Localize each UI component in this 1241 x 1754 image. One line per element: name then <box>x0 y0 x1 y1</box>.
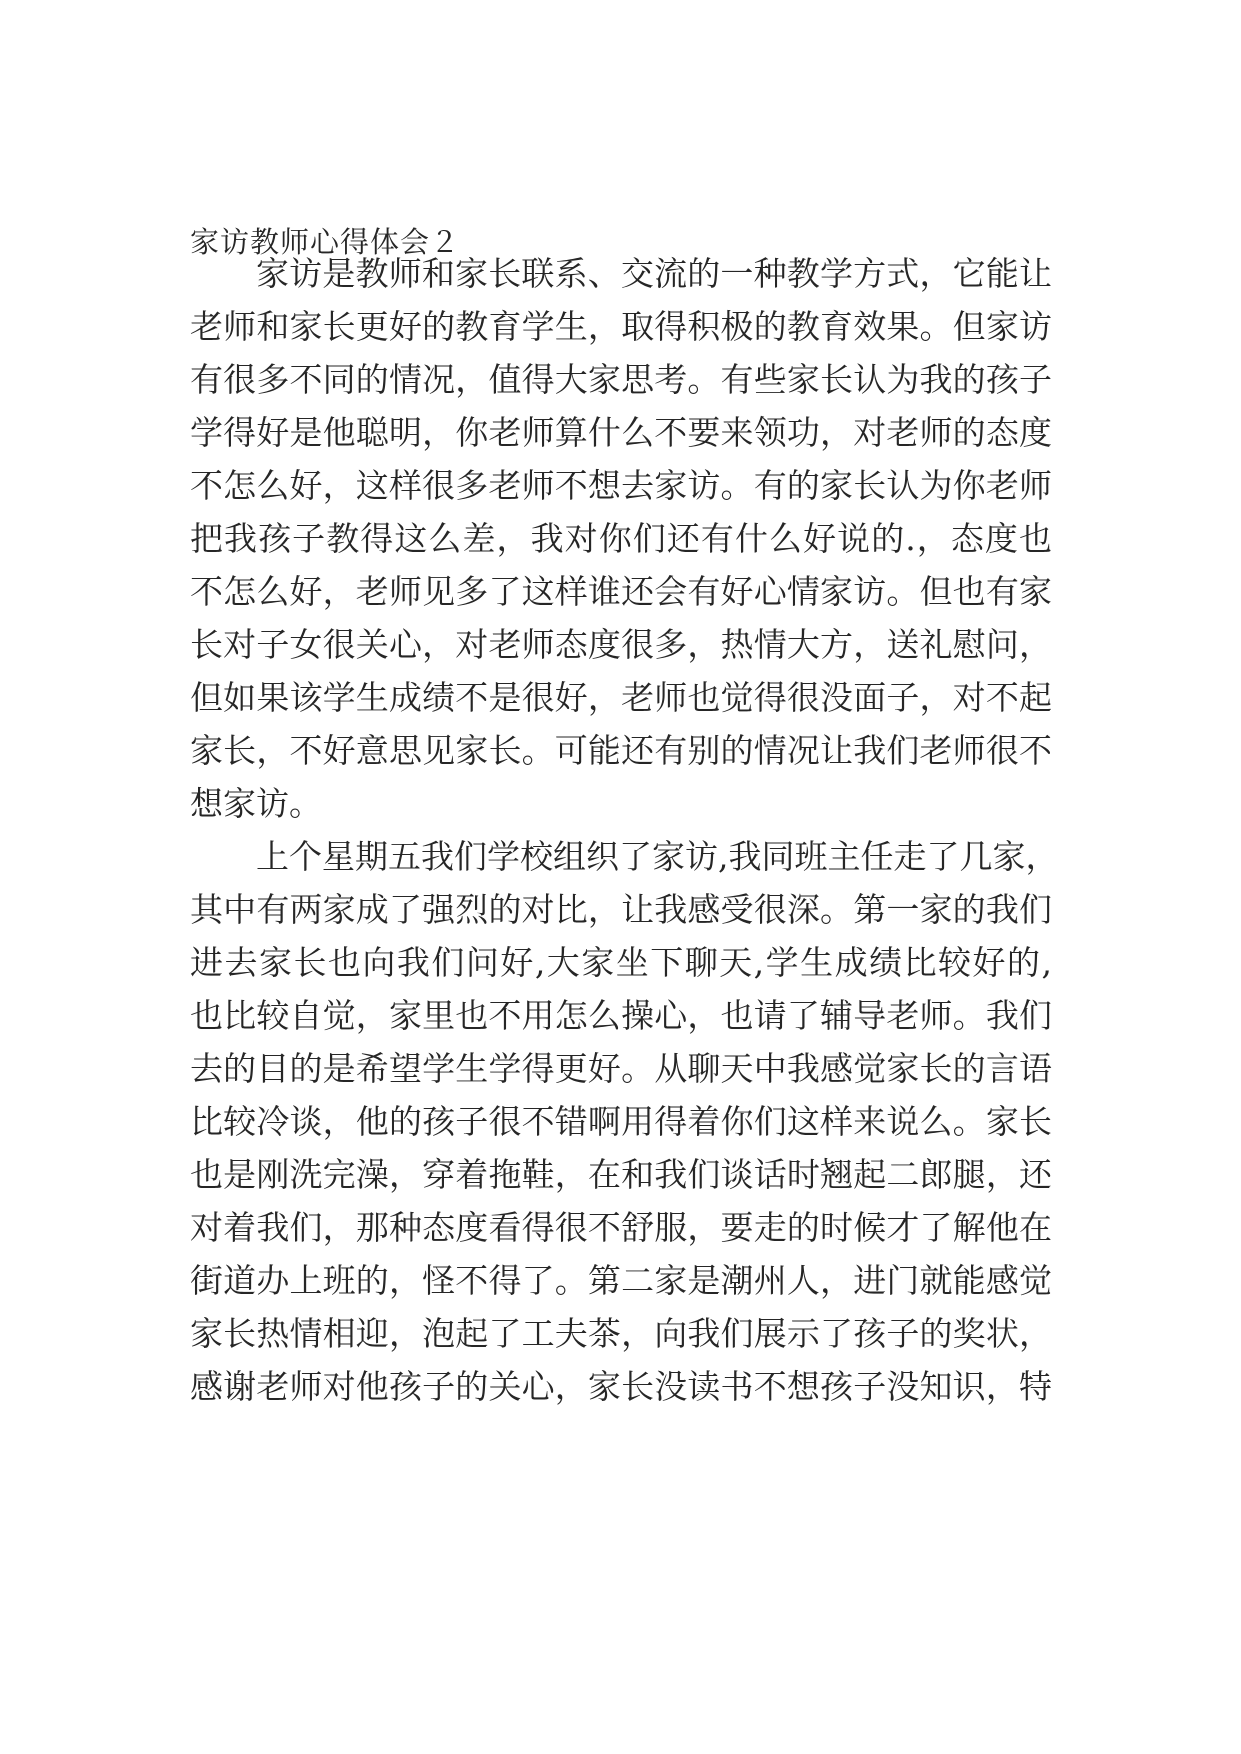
paragraph-line: 也是刚洗完澡，穿着拖鞋，在和我们谈话时翘起二郎腿，还 <box>190 1155 1052 1194</box>
paragraph-line: 比较冷谈，他的孩子很不错啊用得着你们这样来说么。家长 <box>190 1102 1052 1141</box>
paragraph-line: 把我孩子教得这么差，我对你们还有什么好说的.，态度也 <box>190 519 1052 558</box>
paragraph-line: 感谢老师对他孩子的关心，家长没读书不想孩子没知识，特 <box>190 1367 1052 1406</box>
paragraph-line: 学得好是他聪明，你老师算什么不要来领功，对老师的态度 <box>190 413 1052 452</box>
paragraph-line: 长对子女很关心，对老师态度很多，热情大方，送礼慰问， <box>190 625 1052 664</box>
document-title: 家访教师心得体会２ <box>190 225 461 259</box>
paragraph-line: 不怎么好，老师见多了这样谁还会有好心情家访。但也有家 <box>190 572 1052 611</box>
paragraph-line: 也比较自觉，家里也不用怎么操心，也请了辅导老师。我们 <box>190 996 1052 1035</box>
paragraph-line: 上个星期五我们学校组织了家访,我同班主任走了几家， <box>256 837 1059 876</box>
paragraph-line: 不怎么好，这样很多老师不想去家访。有的家长认为你老师 <box>190 466 1052 505</box>
paragraph-line: 家长热情相迎，泡起了工夫茶，向我们展示了孩子的奖状， <box>190 1314 1052 1353</box>
paragraph-line: 进去家长也向我们问好,大家坐下聊天,学生成绩比较好的, <box>190 943 1052 982</box>
paragraph-line: 街道办上班的，怪不得了。第二家是潮州人，进门就能感觉 <box>190 1261 1052 1300</box>
paragraph-line: 有很多不同的情况，值得大家思考。有些家长认为我的孩子 <box>190 360 1052 399</box>
paragraph-line: 去的目的是希望学生学得更好。从聊天中我感觉家长的言语 <box>190 1049 1052 1088</box>
paragraph-line: 老师和家长更好的教育学生，取得积极的教育效果。但家访 <box>190 307 1052 346</box>
paragraph-line: 家访是教师和家长联系、交流的一种教学方式，它能让 <box>256 254 1052 293</box>
paragraph-line: 其中有两家成了强烈的对比，让我感受很深。第一家的我们 <box>190 890 1052 929</box>
paragraph-line: 但如果该学生成绩不是很好，老师也觉得很没面子，对不起 <box>190 678 1052 717</box>
paragraph-line: 对着我们，那种态度看得很不舒服，要走的时候才了解他在 <box>190 1208 1052 1247</box>
paragraph-line: 想家访。 <box>190 784 322 823</box>
paragraph-line: 家长，不好意思见家长。可能还有别的情况让我们老师很不 <box>190 731 1052 770</box>
